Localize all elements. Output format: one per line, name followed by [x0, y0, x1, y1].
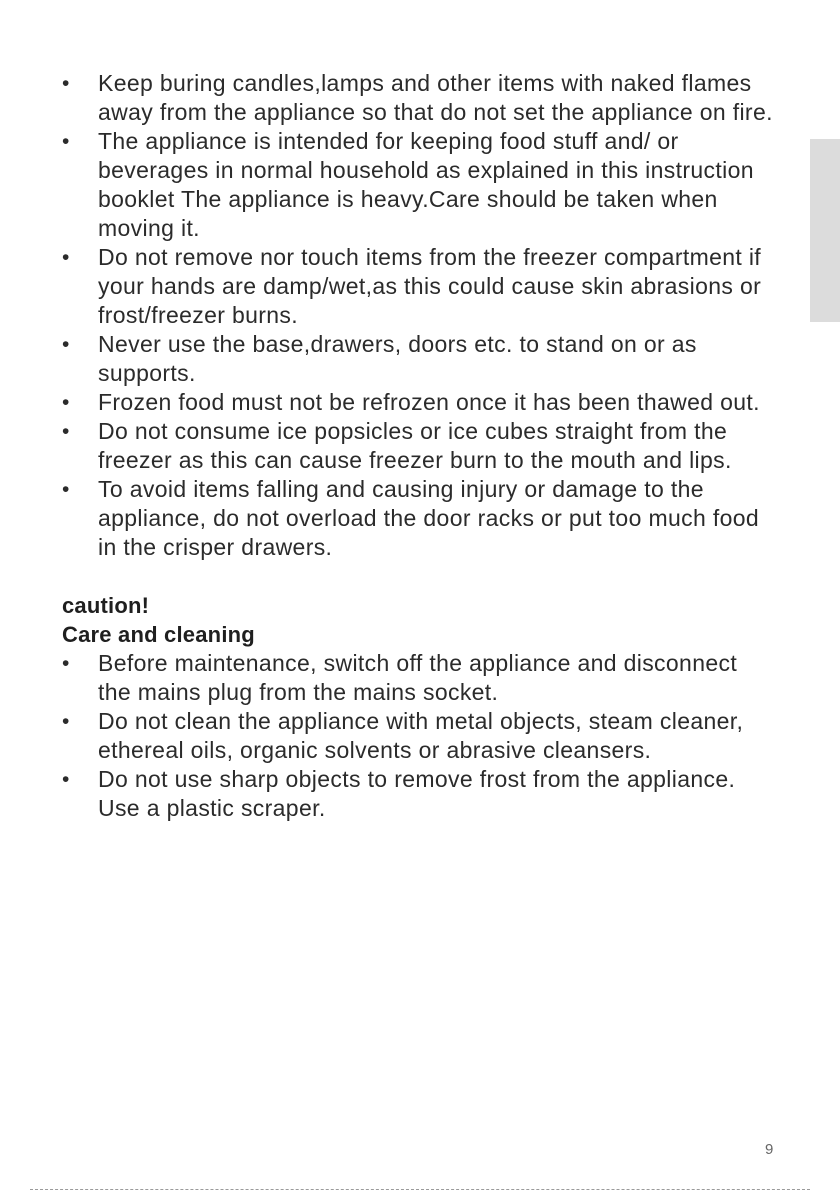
- list-item-text: The appliance is intended for keeping food stuff and/ or beverages in normal household as explained in this instruction booklet The appliance is heavy.Care should be taken when moving it.: [98, 128, 754, 241]
- list-item-text: Do not remove nor touch items from the freezer compartment if your hands are damp/wet,as this could cause skin abrasions or frost/freezer burns.: [98, 244, 762, 328]
- list-item-text: Do not clean the appliance with metal objects, steam cleaner, ethereal oils, organic solvents or abrasive cleansers.: [98, 708, 744, 763]
- side-tab-marker: [810, 139, 840, 322]
- bullet: •: [62, 391, 70, 414]
- list-item: [62, 475, 774, 562]
- list-item-text: Frozen food must not be refrozen once it has been thawed out.: [98, 389, 760, 415]
- list-item: [62, 707, 774, 765]
- list-item: [62, 330, 774, 388]
- list-item-text: Do not consume ice popsicles or ice cubes straight from the freezer as this can cause freezer burn to the mouth and lips.: [98, 418, 732, 473]
- section-title: Care and cleaning: [62, 622, 255, 647]
- caution-label: caution!: [62, 593, 150, 618]
- list-item: [62, 127, 774, 243]
- list-item-text: Never use the base,drawers, doors etc. to stand on or as supports.: [98, 331, 697, 386]
- bullet: •: [62, 710, 70, 733]
- bullet: •: [62, 478, 70, 501]
- list-item: [62, 243, 774, 330]
- bullet: •: [62, 130, 70, 153]
- page-number: 9: [765, 1141, 774, 1158]
- bullet: •: [62, 652, 70, 675]
- bullet: •: [62, 333, 70, 356]
- list-item-text: Do not use sharp objects to remove frost from the appliance. Use a plastic scraper.: [98, 766, 736, 821]
- bottom-divider: [30, 1189, 810, 1190]
- list-item: [62, 765, 774, 823]
- bullet: •: [62, 72, 70, 95]
- list-item: [62, 69, 774, 127]
- safety-list: [62, 69, 774, 562]
- bullet: •: [62, 768, 70, 791]
- bullet: •: [62, 420, 70, 443]
- section-spacer: [62, 562, 774, 591]
- list-item: [62, 388, 774, 417]
- page-content: [62, 69, 774, 823]
- list-item-text: To avoid items falling and causing injury or damage to the appliance, do not overload the door racks or put too much food in the crisper drawers.: [98, 476, 759, 560]
- care-list: [62, 649, 774, 823]
- bullet: •: [62, 246, 70, 269]
- list-item: [62, 649, 774, 707]
- list-item-text: Keep buring candles,lamps and other items with naked flames away from the appliance so that do not set the appliance on fire.: [98, 70, 773, 125]
- list-item-text: Before maintenance, switch off the appliance and disconnect the mains plug from the mains socket.: [98, 650, 738, 705]
- list-item: [62, 417, 774, 475]
